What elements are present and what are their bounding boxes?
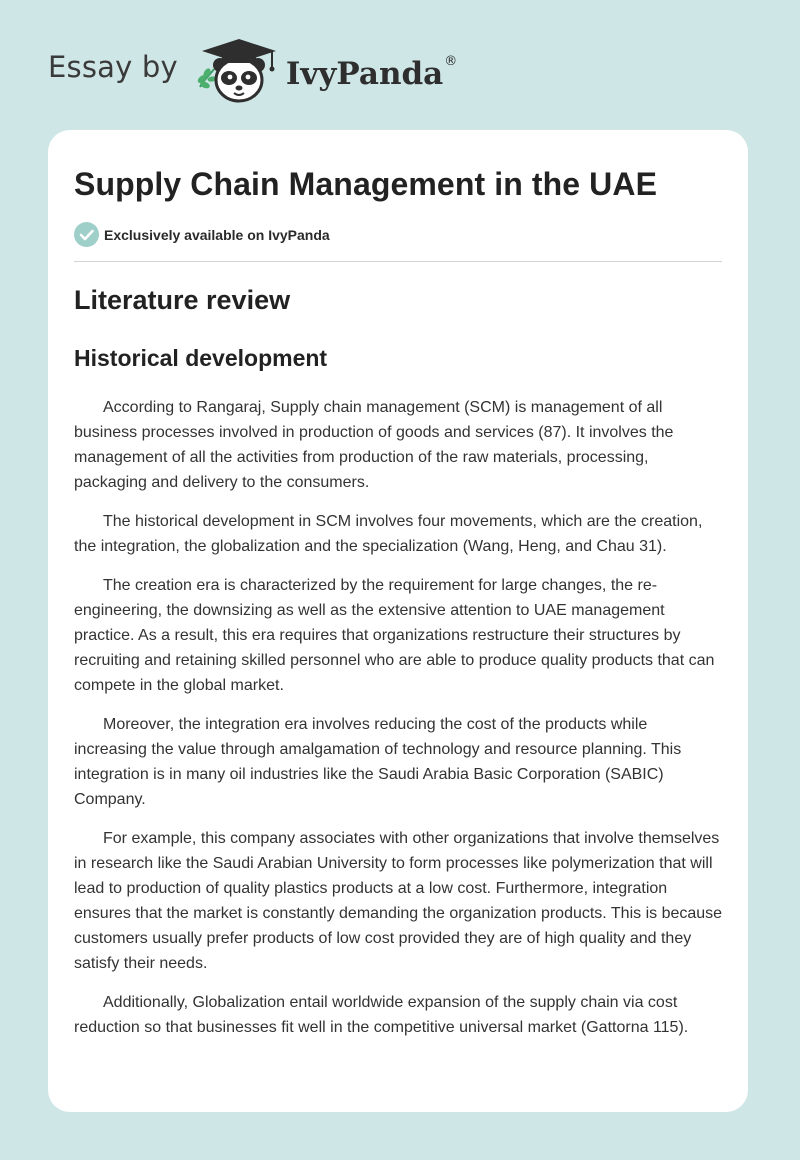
essay-card: [48, 130, 748, 1112]
section-heading: Literature review: [74, 285, 291, 315]
panda-logo-icon: [192, 35, 284, 107]
check-badge-icon: [74, 222, 99, 247]
paragraph: Additionally, Globalization entail worldwide expansion of the supply chain via cost reduction so that businesses fit well in the competitive universal market (Gattorna 115).: [74, 994, 689, 1036]
brand-prefix: Essay by: [48, 50, 178, 84]
title-divider: [74, 261, 722, 262]
page-title: Supply Chain Management in the UAE: [74, 166, 658, 202]
paragraph: The creation era is characterized by the requirement for large changes, the re-engineering, the downsizing as well as the extensive attention to UAE management practice. As a result, this era requires that organizations restructure their structures by recruiting and retaining skilled personnel who are able to produce quality products that can compete in the global market.: [74, 577, 715, 694]
essay-body: [74, 395, 724, 1054]
paragraph: The historical development in SCM involves four movements, which are the creation, the integration, the globalization and the specialization (Wang, Heng, and Chau 31).: [74, 513, 703, 555]
paragraph: For example, this company associates with other organizations that involve themselves in research like the Saudi Arabian University to form processes like polymerization that will lead to production of quality plastics products at a low cost. Furthermore, integration ensures that the market is constantly demanding the organization products. This is because customers usually prefer products of low cost provided they are of high quality and they satisfy their needs.: [74, 830, 723, 972]
registered-mark: ®: [444, 53, 458, 69]
brand-header[interactable]: [48, 36, 457, 106]
paragraph: According to Rangaraj, Supply chain management (SCM) is management of all business processes involved in production of goods and services (87). It involves the management of all the activities from production of the raw materials, processing, packaging and delivery to the consumers.: [74, 399, 674, 491]
exclusive-label: Exclusively available on IvyPanda: [104, 226, 330, 243]
paragraph: Moreover, the integration era involves reducing the cost of the products while increasing the value through amalgamation of technology and resource planning. This integration is in many oil industries like the Saudi Arabia Basic Corporation (SABIC) Company.: [74, 716, 682, 808]
subsection-heading: Historical development: [74, 345, 328, 371]
exclusive-badge: [74, 222, 330, 247]
brand-name: IvyPanda: [285, 56, 444, 92]
